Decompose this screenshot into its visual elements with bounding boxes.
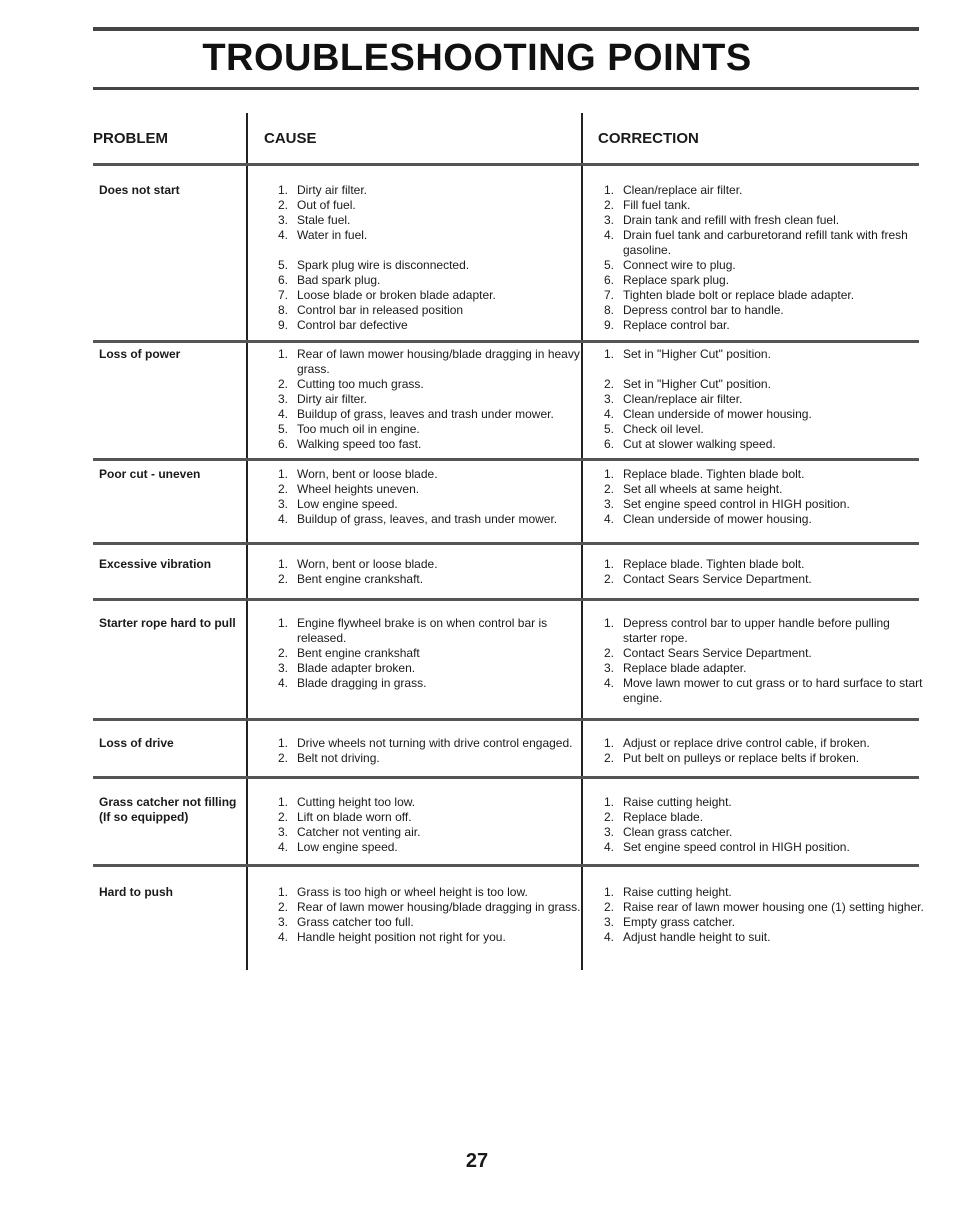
item-text: Clean/replace air filter. <box>623 183 743 197</box>
item-text: Drain tank and refill with fresh clean fuel. <box>623 213 840 227</box>
list-item <box>598 273 924 288</box>
item-number: 4. <box>277 512 288 526</box>
item-number: 2. <box>603 482 614 496</box>
item-text: Spark plug wire is disconnected. <box>297 258 470 272</box>
list-item <box>598 825 924 840</box>
correction-list <box>598 347 924 452</box>
correction-list <box>598 885 924 945</box>
item-number: 2. <box>603 377 614 391</box>
item-text: Grass catcher too full. <box>297 915 414 929</box>
problem-label: Grass catcher not filling (If so equipped) <box>99 795 237 824</box>
item-number: 5. <box>603 258 614 272</box>
item-number: 1. <box>277 616 288 630</box>
item-text: Loose blade or broken blade adapter. <box>297 288 496 302</box>
row-separator <box>93 598 919 601</box>
item-text: Drain fuel tank and carburetorand refill tank with fresh gasoline. <box>623 228 908 257</box>
item-number: 6. <box>277 437 288 451</box>
list-item <box>272 407 584 422</box>
list-item <box>598 885 924 900</box>
item-text: Bad spark plug. <box>297 273 381 287</box>
row-separator <box>93 718 919 721</box>
item-number: 2. <box>277 482 288 496</box>
item-text: Set in "Higher Cut" position. <box>623 347 771 361</box>
item-number: 9. <box>603 318 614 332</box>
list-item <box>272 303 584 318</box>
item-text: Cutting too much grass. <box>297 377 424 391</box>
list-item <box>598 377 924 392</box>
list-item <box>272 840 584 855</box>
item-number: 4. <box>277 676 288 690</box>
item-text: Handle height position not right for you. <box>297 930 506 944</box>
item-number: 7. <box>277 288 288 302</box>
header-correction: CORRECTION <box>598 130 699 147</box>
list-item <box>272 661 584 676</box>
item-number: 1. <box>277 347 288 361</box>
list-item <box>272 258 584 273</box>
item-text: Rear of lawn mower housing/blade dragging in grass. <box>297 900 581 914</box>
item-number: 4. <box>277 407 288 421</box>
row-separator <box>93 458 919 461</box>
list-item <box>272 437 584 452</box>
item-number: 3. <box>603 213 614 227</box>
list-item <box>598 303 924 318</box>
item-text: Contact Sears Service Department. <box>623 646 812 660</box>
list-item <box>272 183 584 198</box>
correction-list <box>598 795 924 855</box>
list-item <box>272 228 584 243</box>
item-number: 2. <box>603 646 614 660</box>
item-text: Replace control bar. <box>623 318 730 332</box>
item-text: Blade dragging in grass. <box>297 676 427 690</box>
item-number: 1. <box>277 795 288 809</box>
item-text: Replace blade. <box>623 810 704 824</box>
list-item <box>598 751 924 766</box>
item-number: 1. <box>603 467 614 481</box>
item-text: Grass is too high or wheel height is too low. <box>297 885 528 899</box>
correction-list <box>598 467 924 527</box>
item-text: Catcher not venting air. <box>297 825 421 839</box>
item-number: 8. <box>603 303 614 317</box>
list-item <box>598 198 924 213</box>
list-item <box>272 572 584 587</box>
list-item <box>272 288 584 303</box>
list-item <box>598 930 924 945</box>
list-item <box>272 213 584 228</box>
item-text: Tighten blade bolt or replace blade adapter. <box>623 288 855 302</box>
item-text: Empty grass catcher. <box>623 915 736 929</box>
item-number: 1. <box>603 795 614 809</box>
list-item <box>598 810 924 825</box>
item-text: Adjust or replace drive control cable, if broken. <box>623 736 870 750</box>
list-item <box>272 825 584 840</box>
item-number: 2. <box>277 646 288 660</box>
item-number: 1. <box>603 616 614 630</box>
header-cause: CAUSE <box>264 130 317 147</box>
correction-list <box>598 616 924 706</box>
item-text: Rear of lawn mower housing/blade dragging in heavy grass. <box>297 347 580 376</box>
item-text: Raise cutting height. <box>623 885 732 899</box>
list-item <box>272 482 584 497</box>
page-title: TROUBLESHOOTING POINTS <box>202 37 752 79</box>
problem-label: Does not start <box>99 183 180 197</box>
list-item <box>272 616 584 646</box>
list-item <box>598 646 924 661</box>
item-number: 6. <box>277 273 288 287</box>
item-text: Set engine speed control in HIGH position. <box>623 497 850 511</box>
correction-list <box>598 736 924 766</box>
list-item <box>272 736 584 751</box>
item-number: 2. <box>603 572 614 586</box>
item-number: 2. <box>603 810 614 824</box>
item-text: Depress control bar to handle. <box>623 303 784 317</box>
list-item <box>272 467 584 482</box>
list-item <box>598 407 924 422</box>
item-text: Dirty air filter. <box>297 392 368 406</box>
list-item <box>272 497 584 512</box>
item-number: 4. <box>603 512 614 526</box>
item-text: Water in fuel. <box>297 228 368 242</box>
item-number: 3. <box>277 825 288 839</box>
item-number: 1. <box>603 885 614 899</box>
item-number: 6. <box>603 437 614 451</box>
item-text: Drive wheels not turning with drive control engaged. <box>297 736 573 750</box>
item-number: 5. <box>277 422 288 436</box>
list-item <box>598 840 924 855</box>
item-text: Clean grass catcher. <box>623 825 733 839</box>
item-text: Adjust handle height to suit. <box>623 930 771 944</box>
item-number: 5. <box>277 258 288 272</box>
item-number: 2. <box>277 810 288 824</box>
item-number: 1. <box>603 736 614 750</box>
list-item <box>598 258 924 273</box>
item-number: 4. <box>603 407 614 421</box>
list-item <box>598 900 924 915</box>
item-text: Wheel heights uneven. <box>297 482 420 496</box>
list-item <box>272 646 584 661</box>
item-number: 4. <box>603 228 614 242</box>
header-problem: PROBLEM <box>93 130 168 147</box>
list-item <box>272 795 584 810</box>
item-text: Raise rear of lawn mower housing one (1) setting higher. <box>623 900 924 914</box>
item-text: Replace blade. Tighten blade bolt. <box>623 557 805 571</box>
item-text: Set in "Higher Cut" position. <box>623 377 771 391</box>
cause-list <box>272 557 584 587</box>
item-text: Buildup of grass, leaves and trash under mower. <box>297 407 554 421</box>
cause-list <box>272 467 584 527</box>
problem-label: Excessive vibration <box>99 557 212 571</box>
list-item <box>598 497 924 512</box>
list-item <box>598 676 924 706</box>
cause-list <box>272 885 584 945</box>
item-number: 3. <box>603 392 614 406</box>
list-item <box>598 213 924 228</box>
list-item <box>272 557 584 572</box>
item-text: Worn, bent or loose blade. <box>297 467 438 481</box>
list-item <box>272 915 584 930</box>
item-text: Engine flywheel brake is on when control bar is released. <box>297 616 548 645</box>
list-item <box>598 482 924 497</box>
list-item <box>272 377 584 392</box>
item-number: 2. <box>603 751 614 765</box>
item-number: 3. <box>603 825 614 839</box>
list-item <box>272 810 584 825</box>
item-number: 3. <box>277 661 288 675</box>
list-item <box>598 318 924 333</box>
item-number: 4. <box>277 930 288 944</box>
item-number: 2. <box>277 900 288 914</box>
row-separator <box>93 776 919 779</box>
item-number: 3. <box>603 915 614 929</box>
list-item <box>598 228 924 258</box>
cause-list <box>272 183 584 333</box>
correction-list <box>598 183 924 333</box>
item-number: 4. <box>603 930 614 944</box>
problem-label: Hard to push <box>99 885 173 899</box>
item-text: Low engine speed. <box>297 840 398 854</box>
list-item <box>598 915 924 930</box>
item-number: 1. <box>277 885 288 899</box>
item-text: Check oil level. <box>623 422 704 436</box>
item-number: 6. <box>603 273 614 287</box>
item-text: Cutting height too low. <box>297 795 416 809</box>
item-number: 4. <box>603 676 614 690</box>
list-item <box>272 243 584 258</box>
item-number: 3. <box>603 661 614 675</box>
cause-list <box>272 795 584 855</box>
item-number: 1. <box>277 736 288 750</box>
item-text: Blade adapter broken. <box>297 661 416 675</box>
item-number: 1. <box>603 347 614 361</box>
list-item <box>272 422 584 437</box>
list-item <box>272 273 584 288</box>
item-number: 2. <box>277 377 288 391</box>
item-text: Contact Sears Service Department. <box>623 572 812 586</box>
list-item <box>598 288 924 303</box>
list-item <box>598 347 924 362</box>
item-text: Move lawn mower to cut grass or to hard surface to start engine. <box>623 676 923 705</box>
page-number: 27 <box>465 1150 489 1172</box>
row-separator <box>93 340 919 343</box>
item-text: Set engine speed control in HIGH position. <box>623 840 850 854</box>
item-text: Stale fuel. <box>297 213 351 227</box>
item-text: Clean underside of mower housing. <box>623 407 812 421</box>
item-number: 5. <box>603 422 614 436</box>
title-bottom-rule <box>93 87 919 90</box>
problem-label: Loss of power <box>99 347 181 361</box>
item-number: 1. <box>277 557 288 571</box>
item-number: 8. <box>277 303 288 317</box>
item-text: Fill fuel tank. <box>623 198 691 212</box>
row-separator <box>93 163 919 166</box>
item-number: 2. <box>603 900 614 914</box>
item-text: Walking speed too fast. <box>297 437 422 451</box>
list-item <box>598 572 924 587</box>
problem-label: Starter rope hard to pull <box>99 616 236 630</box>
item-text: Control bar defective <box>297 318 408 332</box>
item-number: 2. <box>277 198 288 212</box>
item-text: Clean underside of mower housing. <box>623 512 812 526</box>
list-item <box>598 736 924 751</box>
item-text: Cut at slower walking speed. <box>623 437 776 451</box>
problem-label: Loss of drive <box>99 736 174 750</box>
item-text: Raise cutting height. <box>623 795 732 809</box>
item-text: Bent engine crankshaft. <box>297 572 424 586</box>
item-text: Worn, bent or loose blade. <box>297 557 438 571</box>
item-number: 3. <box>277 213 288 227</box>
item-text: Buildup of grass, leaves, and trash under mower. <box>297 512 558 526</box>
item-text: Clean/replace air filter. <box>623 392 743 406</box>
item-text: Put belt on pulleys or replace belts if broken. <box>623 751 860 765</box>
item-text: Bent engine crankshaft <box>297 646 420 660</box>
item-text: Low engine speed. <box>297 497 398 511</box>
item-number: 2. <box>603 198 614 212</box>
item-number: 4. <box>603 840 614 854</box>
item-number: 9. <box>277 318 288 332</box>
list-item <box>598 557 924 572</box>
item-number: 1. <box>277 467 288 481</box>
list-item <box>598 795 924 810</box>
list-item <box>272 885 584 900</box>
item-text: Out of fuel. <box>297 198 356 212</box>
item-number: 3. <box>603 497 614 511</box>
item-text: Too much oil in engine. <box>297 422 420 436</box>
cause-list <box>272 616 584 691</box>
item-number: 7. <box>603 288 614 302</box>
item-text: Dirty air filter. <box>297 183 368 197</box>
item-text: Replace spark plug. <box>623 273 730 287</box>
item-text: Belt not driving. <box>297 751 380 765</box>
list-item <box>272 318 584 333</box>
item-text: Connect wire to plug. <box>623 258 736 272</box>
list-item <box>272 751 584 766</box>
correction-list <box>598 557 924 587</box>
item-number: 4. <box>277 228 288 242</box>
list-item <box>598 437 924 452</box>
problem-label: Poor cut - uneven <box>99 467 201 481</box>
item-text: Replace blade. Tighten blade bolt. <box>623 467 805 481</box>
list-item <box>598 616 924 646</box>
row-separator <box>93 542 919 545</box>
item-text: Set all wheels at same height. <box>623 482 783 496</box>
row-separator <box>93 864 919 867</box>
item-number: 3. <box>277 915 288 929</box>
list-item <box>272 930 584 945</box>
item-number: 1. <box>603 557 614 571</box>
list-item <box>272 347 584 377</box>
item-text: Lift on blade worn off. <box>297 810 412 824</box>
list-item <box>272 392 584 407</box>
list-item <box>272 900 584 915</box>
cause-list <box>272 347 584 452</box>
item-number: 1. <box>603 183 614 197</box>
list-item <box>598 392 924 407</box>
item-text: Depress control bar to upper handle before pulling starter rope. <box>623 616 890 645</box>
item-number: 2. <box>277 751 288 765</box>
list-item <box>598 512 924 527</box>
item-text: Control bar in released position <box>297 303 464 317</box>
item-number: 2. <box>277 572 288 586</box>
item-number: 4. <box>277 840 288 854</box>
list-item <box>598 362 924 377</box>
title-top-rule <box>93 27 919 31</box>
item-number: 1. <box>277 183 288 197</box>
list-item <box>272 676 584 691</box>
list-item <box>598 661 924 676</box>
item-number: 3. <box>277 497 288 511</box>
item-number: 3. <box>277 392 288 406</box>
list-item <box>598 467 924 482</box>
list-item <box>272 198 584 213</box>
list-item <box>598 422 924 437</box>
list-item <box>272 512 584 527</box>
list-item <box>598 183 924 198</box>
cause-list <box>272 736 584 766</box>
item-text: Replace blade adapter. <box>623 661 747 675</box>
